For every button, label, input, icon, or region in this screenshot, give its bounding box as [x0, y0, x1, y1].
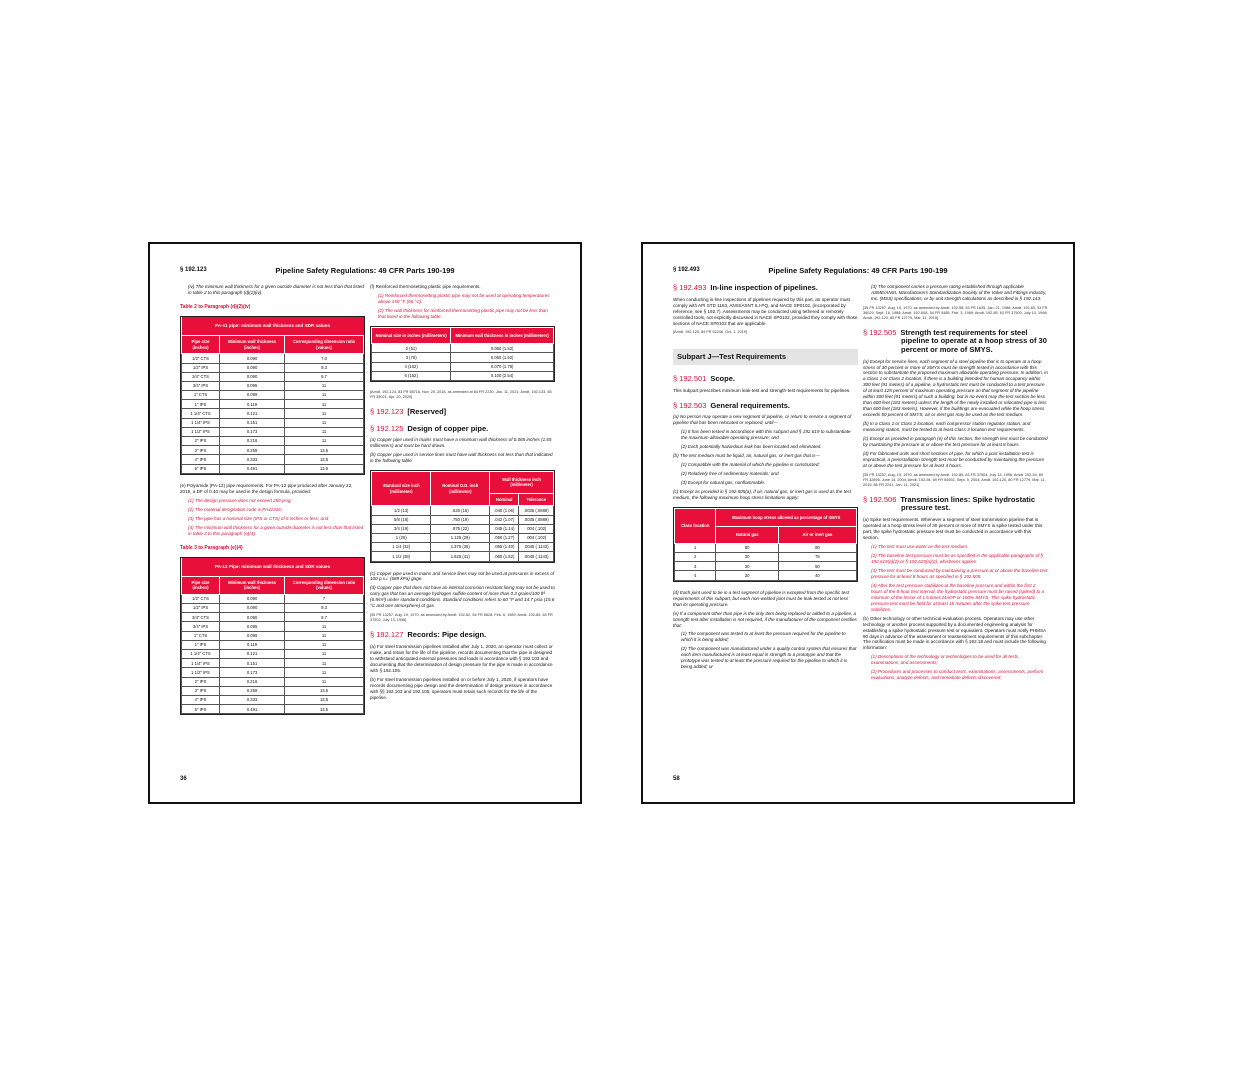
table-cell: 1" IPS [182, 640, 220, 649]
table-row [372, 524, 554, 533]
table-cell: 0.100 (2.54) [451, 371, 554, 380]
table-cell: .004 (.102) [519, 524, 554, 533]
table-cell: 0.090 [220, 372, 285, 381]
table-copper [370, 470, 555, 562]
column-header: Corresponding dimension ratio (values) [285, 336, 364, 354]
table-cell: 13.5 [285, 705, 364, 714]
table-cell: 0.060 (1.52) [451, 344, 554, 353]
table-row [372, 353, 554, 362]
page-header [673, 266, 1043, 278]
table-cell: 9.7 [285, 613, 364, 622]
table-cell: .0035 (.0889) [519, 506, 554, 515]
paragraph: (b) Other technology or other technical evaluation process. Operators may use other technology or another process supported by a documented engineering analysis for establishing a spike hydrostatic pressure test or equivalent. Operators must notify PHMSA 90 days in advance of the assessment or reassessment requirements of this subchapter. The notification must be made in accordance with § 192.18 and must include the following information: [863, 615, 1046, 651]
table-cell: 4 (102) [372, 362, 451, 371]
table-title: PA-11 pipe: minimum wall thickness and SDR values [182, 317, 364, 335]
table-cell: 13.5 [285, 695, 364, 704]
table-cell: 2" IPS [182, 437, 220, 446]
paragraph: (a) Except for service lines, each segment of a steel pipeline that is to operate at a hoop stress of 30 percent or more of SMYS must be strength tested in accordance with this section to substantiate the proposed maximum allowable operating pressure. In addition, in a Class 1 or Class 2 location, if there is a building intended for human occupancy within 300 feet (91 meters) of a pipeline, a hydrostatic test must be conducted to a test pressure of at least 125 percent of maximum operating pressure on that segment of the pipeline within 300 feet (91 meters) of such a building, but in no event may the test section be less than 600 feet (183 meters) unless the length of the newly installed or relocated pipe is less than 600 feet (183 meters). However, if the buildings are evacuated while the hoop stress exceeds 50 percent of SMYS, air or inert gas may be used as the test medium. [863, 358, 1048, 418]
page-number: 36 [180, 776, 187, 782]
header-section-tag: § 192.493 [673, 267, 700, 273]
table-row [182, 372, 364, 381]
table-cell: 13.5 [285, 464, 364, 473]
amendment-note: [Amdt. 192-125, 84 FR 52246, Oct. 1, 2019] [673, 330, 747, 335]
table-cell: 5/8 (16) [372, 515, 431, 524]
table-row [182, 613, 364, 622]
section-title: In-line inspection of pipelines. [710, 283, 818, 292]
list-item: (2) The baseline test pressure must be as specified in the applicable paragraphs of § 192.619(a)(2) or § 192.620(a)(2), whichever applies. [871, 552, 1044, 564]
table-cell: 1" IPS [182, 400, 220, 409]
table-cell: 0.119 [220, 640, 285, 649]
table-row [182, 455, 364, 464]
table-row [675, 543, 857, 552]
paragraph: This subpart prescribes minimum leak-test and strength-test requirements for pipelines. [673, 387, 851, 393]
table-cell: 11 [285, 659, 364, 668]
table-cell: 9.7 [285, 372, 364, 381]
section-title: Records: Pipe design. [407, 630, 487, 640]
table-cell: 1/2" IPS [182, 363, 220, 372]
table-row [675, 571, 857, 580]
section-heading [863, 496, 1048, 513]
list-item: (2) The component was manufactured under a quality control system that ensures that each item manufactured is at least equal in strength to a prototype and that the prototype was tested to at least the pressure required for the pipeline to which it is being added; or [681, 646, 857, 670]
table-row [182, 409, 364, 418]
table-cell: .875 (22) [431, 524, 490, 533]
list-item: (1) The design pressure does not exceed 250 psig; [188, 497, 292, 503]
section-heading [863, 329, 1048, 355]
subpart-heading: Subpart J—Test Requirements [673, 349, 858, 365]
table-cell: 0.333 [220, 455, 285, 464]
table-cell: 1.125 (29) [431, 533, 490, 542]
table-cell: 1.375 (35) [431, 543, 490, 552]
header-section-tag: § 192.123 [180, 267, 207, 273]
table-cell: .004 (.102) [519, 533, 554, 542]
paragraph: (d) Copper pipe that does not have an internal corrosion resistant lining may not be used to carry gas that has an average hydrogen sulfide content of more than 0.3 grains/100 ft³ (6.9/m³) under standard conditions. Standard conditions refers to 60 °F and 14.7 psia (15.6 °C and one atmosphere) of gas. [370, 585, 555, 609]
table-row [675, 553, 857, 562]
table-cell: 3 [675, 562, 716, 571]
table-cell: 0.090 [220, 594, 285, 603]
table-cell: .0045 (.1143) [519, 543, 554, 552]
paragraph: (a) No person may operate a new segment of pipeline, or return to service a segment of pipeline that has been relocated or replaced, until— [673, 414, 852, 426]
paragraph: (b) The test medium must be liquid, air, natural gas, or inert gas that is— [673, 453, 821, 459]
section-heading [673, 284, 858, 293]
table-cell: 0.333 [220, 695, 285, 704]
list-item: (4) The minimum wall thickness for a given outside diameter is not less than that listed in table 3 to this paragraph (e)(4). [188, 524, 364, 536]
table-cell: 1 (25) [372, 533, 431, 542]
table-cell: 40 [778, 571, 856, 580]
amendment-note: [35 FR 13257, Aug. 19, 1970, as amended by Amdt. 192-58, 53 FR 1635, Jan. 21, 1988; Amdt. 192-60, 53 FR 36029, Sept. 16, 1988; Amdt. 192-60A, 54 FR 5485, Feb. 3, 1989; Amdt. 192-85, 63 FR 37500, July 13, 1998; Amdt. 192-120, 80 FR 12779, Mar. 11, 2015] [863, 305, 1048, 320]
table-row [182, 659, 364, 668]
section-number: § 192.125 [370, 423, 404, 433]
table-cell: 0.491 [220, 464, 285, 473]
page-number: 58 [673, 776, 680, 782]
table-cell: 3/4" IPS [182, 381, 220, 390]
table-cell: 0.095 [220, 622, 285, 631]
table-cell: 1 1/4" CTS [182, 650, 220, 659]
table-cell: 0.099 [220, 391, 285, 400]
table-cell: .0045 (.1143) [519, 552, 554, 561]
list-item: (2) Each potentially hazardous leak has been located and eliminated. [681, 444, 822, 450]
table-cell: 11 [285, 418, 364, 427]
table-cell: 0.491 [220, 705, 285, 714]
column-header: Class location [675, 509, 716, 544]
list-item: (1) Compatible with the material of which the pipeline is constructed; [681, 462, 820, 468]
section-number: § 192.505 [863, 327, 897, 337]
table-cell: 0.095 [220, 381, 285, 390]
table-cell: 50 [778, 562, 856, 571]
paragraph: (a) Copper pipe used in mains must have a minimum wall thickness of 0.065 inches (1.65 millimeters) and must be hard drawn. [370, 437, 552, 449]
paragraph-iv: (iv) The minimum wall thickness for a given outside diameter is not less than that listed in table 2 to this paragraph (d)(2)(iv). [188, 284, 364, 295]
table-cell: .055 (1.40) [490, 543, 519, 552]
table-cell: 1 [675, 543, 716, 552]
amendment-note: [Amdt. 192-124, 83 FR 58716, Nov. 20, 2018, as amended at 84 FR 2230, Jan. 11, 2021; Amdt. 192-133, 85 FR 35021, Apr. 20, 2020] [370, 390, 552, 399]
table-row [182, 418, 364, 427]
table-row [182, 446, 364, 455]
paragraph: (c) Copper pipe used in mains and service lines may not be used at pressures in excess of 100 p.s.i. (689 kPa) gage. [370, 570, 555, 582]
list-item: (1) Reinforced thermosetting plastic pipe may not be used at operating temperatures above 150 °F (66 °C). [378, 292, 550, 304]
table-cell: 4" IPS [182, 695, 220, 704]
paragraph: (e) If a component other than pipe is the only item being replaced or added to a pipeline, a strength test after installation is not required, if the manufacturer of the component certifies that: [673, 610, 857, 628]
table-cell: 0.259 [220, 446, 285, 455]
paragraph-f: (f) Reinforced thermosetting plastic pipe requirements. [370, 284, 481, 289]
table-cell: .0035 (.0889) [519, 515, 554, 524]
table-row [182, 391, 364, 400]
table-cell: .045 (1.14) [490, 524, 519, 533]
table-cell: 3/4" IPS [182, 622, 220, 631]
table-cell: 1 1/4" CTS [182, 409, 220, 418]
table-row [182, 381, 364, 390]
page-header [180, 266, 550, 278]
column-header: Minimum wall thickness (inches) [220, 577, 285, 595]
table-cell: 1" CTS [182, 391, 220, 400]
table-cell: 11 [285, 677, 364, 686]
table-row [675, 562, 857, 571]
table-cell: 4 [675, 571, 716, 580]
table-cell: .750 (19) [431, 515, 490, 524]
table-cell: 0.060 (1.52) [451, 353, 554, 362]
list-item: (2) Procedures and processes to conduct tests, examinations, assessments, perform evaluations, analyze defects, and remediate defects discovered; [871, 669, 1044, 681]
table-cell: 30 [716, 553, 778, 562]
table-row [372, 506, 554, 515]
section-heading [370, 408, 555, 417]
table-cell: 11 [285, 381, 364, 390]
right-column [863, 284, 1048, 684]
table-cell: 9.3 [285, 604, 364, 613]
table-cell: 7.0 [285, 354, 364, 363]
table-row [182, 363, 364, 372]
list-item: (2) The wall thickness for reinforced thermosetting plastic pipe may not be less than that listed in the following table: [378, 307, 548, 319]
table-cell: 0.259 [220, 686, 285, 695]
column-header: Pipe size (inches) [182, 336, 220, 354]
paragraph: (d) Each joint used to tie in a test segment of pipeline is excepted from the specific test requirements of this subpart, but each non-welded joint must be leak tested at not less than its operating pressure. [673, 589, 849, 607]
table-cell: 30 [716, 571, 778, 580]
section-title: Transmission lines: Spike hydrostatic pressure test. [900, 494, 1036, 513]
table-cell: 1 1/2 (38) [372, 552, 431, 561]
column-header: Minimum wall thickness in inches (millimeters) [451, 327, 554, 343]
table-pa12 [180, 557, 365, 715]
table-cell: 0.216 [220, 677, 285, 686]
list-item: (3) The test must be conducted by maintaining a pressure at or above the baseline test pressure for at least 8 hours as specified in § 192.505. [871, 567, 1048, 579]
table-row [182, 640, 364, 649]
column-header: Pipe size (inches) [182, 577, 220, 595]
section-title: Strength test requirements for steel pipeline to operate at a hoop stress of 30 percent or more of SMYS. [900, 327, 1047, 354]
table-row [372, 552, 554, 561]
left-column [673, 284, 858, 673]
table-cell: 3/4" CTS [182, 613, 220, 622]
section-heading [673, 402, 858, 411]
table-row [182, 464, 364, 473]
table-caption: Table 3 to Paragraph (e)(4) [180, 544, 243, 551]
list-item: (3) The component carries a pressure rating established through applicable ASME/ANSI, Manufacturers Standardization Society of the Valve and Fittings Industry, Inc. (MSS) specifications, or by unit strength calculations as described in § 192.143. [871, 284, 1047, 301]
table-cell: 1.625 (41) [431, 552, 490, 561]
table-cell: 0.151 [220, 418, 285, 427]
table-cell: 75 [778, 553, 856, 562]
section-number: § 192.503 [673, 400, 707, 410]
table-cell: 0.216 [220, 437, 285, 446]
table-cell: 11 [285, 437, 364, 446]
section-heading [370, 425, 555, 434]
column-header: Corresponding dimension ratio (values) [285, 577, 364, 595]
table-cell: 0.173 [220, 668, 285, 677]
paragraph: (c) Except as provided in paragraph (e) of this section, the strength test must be conducted by maintaining the pressure at or above the test pressure for at least 8 hours. [863, 436, 1048, 448]
document-page-right [641, 242, 1075, 804]
table-cell: .042 (1.07) [490, 515, 519, 524]
table-cell: 0.173 [220, 427, 285, 436]
table-cell: 7 [285, 594, 364, 603]
table-hoop-stress [673, 507, 858, 582]
list-item: (1) The test must use water as the test medium. [871, 543, 969, 549]
paragraph: (b) For steel transmission pipelines installed on or before July 1, 2020, if operators have records documenting pipe design and the determination of design pressure in accordance with §§ 192.103 and 192.105, operators must retain such records for the life of the pipeline. [370, 676, 553, 700]
paragraph: (d) For fabricated units and short sections of pipe, for which a post installation test is impractical, a preinstallation strength test must be conducted by maintaining the pressure at or above the test pressure for at least 4 hours. [863, 451, 1045, 469]
list-item: (3) Except for natural gas, nonflammable. [681, 480, 766, 486]
column-header: Standard size inch (millimeter) [372, 472, 431, 506]
table-row [182, 437, 364, 446]
table-row [182, 631, 364, 640]
table-cell: 80 [716, 543, 778, 552]
column-header: Nominal [490, 493, 519, 505]
table-caption: Table 2 to Paragraph (d)(2)(iv) [180, 303, 251, 310]
section-number: § 192.123 [370, 406, 404, 416]
table-cell: 3" IPS [182, 446, 220, 455]
table-cell: 13.5 [285, 446, 364, 455]
paragraph: (c) Except as provided in § 192.505(a), if air, natural gas, or inert gas is used as the test medium, the following maximum hoop stress limitations apply: [673, 489, 851, 501]
table-cell: 1 1/2" IPS [182, 427, 220, 436]
table-cell: 3/4" CTS [182, 372, 220, 381]
table-row [372, 362, 554, 371]
table-row [182, 400, 364, 409]
table-cell: 3" IPS [182, 686, 220, 695]
list-item: (4) After the test pressure stabilizes at the baseline pressure and within the first 2 hours of the 8-hour test interval, the hydrostatic pressure must be raised (spiked) to a minimum of the lesser of 1.5 times MAOP or 100% SMYS. This spike hydrostatic pressure test must be held for at least 15 minutes after the spike test pressure stabilizes. [871, 582, 1045, 612]
table-row [372, 515, 554, 524]
table-rtp [370, 326, 555, 382]
table-row [372, 533, 554, 542]
section-number: § 192.506 [863, 494, 897, 504]
table-cell: 6 (152) [372, 371, 451, 380]
table-cell: .050 (1.27) [490, 533, 519, 542]
table-cell: .040 (1.06) [490, 506, 519, 515]
table-row [182, 427, 364, 436]
table-cell: 1" CTS [182, 631, 220, 640]
table-cell: 2 [675, 553, 716, 562]
section-heading [673, 375, 858, 384]
table-cell: 11 [285, 640, 364, 649]
table-cell: 11 [285, 391, 364, 400]
table-cell: 11 [285, 409, 364, 418]
list-item: (2) The material designation code is PA42316; [188, 506, 283, 512]
paragraph: (a) Spike test requirements. Whenever a segment of steel transmission pipeline that is operated at a hoop stress level of 30 percent or more of SMYS is spike tested under this part, the spike hydrostatic pressure test must be conducted in accordance with this section. [863, 517, 1043, 540]
paragraph: (b) In a Class 1 or Class 2 location, each compressor station regulator station, and measuring station, must be tested to at least Class 3 location test requirements. [863, 421, 1031, 433]
table-cell: 0.119 [220, 400, 285, 409]
table-row [182, 622, 364, 631]
table-cell: 11 [285, 668, 364, 677]
amendment-note: [35 FR 13257, Aug. 19, 1970, as amended by Amdt. 192-62, 54 FR 5628, Feb. 6, 1989; Amdt. 192-85, 63 FR 37502, July 13, 1998] [370, 613, 553, 623]
table-row [182, 650, 364, 659]
list-item: (2) Relatively free of sedimentary materials; and [681, 471, 779, 477]
column-header: Tolerance [519, 493, 554, 505]
table-cell: 3 (76) [372, 353, 451, 362]
paragraph-e: (e) Polyamide (PA-12) pipe requirements. For PA-12 pipe produced after January 22, 2019, a DF of 0.40 may be used in the design formula, provided: [180, 482, 353, 494]
section-number: § 192.127 [370, 630, 404, 640]
table-cell: 9.3 [285, 363, 364, 372]
table-cell: 1 1/4 (32) [372, 543, 431, 552]
table-cell: 0.151 [220, 659, 285, 668]
document-page-left [148, 242, 582, 804]
table-row [182, 677, 364, 686]
table-cell: 2" IPS [182, 677, 220, 686]
table-cell: 1/2" IPS [182, 604, 220, 613]
table-title: PA-12 Pipe: minimum wall thickness and SDR values [182, 558, 364, 576]
table-cell: 6" IPS [182, 705, 220, 714]
table-cell: 1 1/2" IPS [182, 668, 220, 677]
column-header: Nominal O.D. inch (millimeter) [431, 472, 490, 506]
table-row [182, 705, 364, 714]
paragraph: When conducting in-line inspections of pipelines required by this part, an operator must comply with API STD 1163, ANSI/ASNT ILI-PQ, and NACE SP0102, (incorporated by reference, see § 192.7). Assessments may be conducted using tethered or remotely controlled tools, not explicitly discussed in NACE SP0102, provided they comply with those sections of NACE SP0102 that are applicable. [673, 296, 858, 326]
table-row [372, 371, 554, 380]
amendment-note: [35 FR 13257, Aug. 19, 1970, as amended by Amdt. 192-85, 63 FR 37504, July 13, 1998; Amdt. 192-94, 69 FR 32895, June 14, 2004; Amdt. 192-94, 69 FR 54592, Sept. 9, 2004; Amdt. 192-120, 80 FR 12779, Mar. 11, 2015; 86 FR 2241, Jan. 11, 2021] [863, 473, 1046, 487]
table-cell: .060 (1.52) [490, 552, 519, 561]
section-title: Design of copper pipe. [407, 423, 489, 433]
column-header: Nominal size in inches (millimeters) [372, 327, 451, 343]
section-title: Scope. [710, 374, 735, 384]
table-cell: 1 1/4" IPS [182, 659, 220, 668]
table-cell: .625 (16) [431, 506, 490, 515]
table-cell: 11 [285, 631, 364, 640]
section-title: [Reserved] [407, 406, 447, 416]
table-cell: 11 [285, 622, 364, 631]
table-cell: 4" IPS [182, 455, 220, 464]
table-row [182, 354, 364, 363]
list-item: (3) The pipe has a nominal size (IPS or CTS) of 6 inches or less; and [188, 515, 329, 521]
list-item: (1) It has been tested in accordance with this subpart and § 192.619 to substantiate the maximum allowable operating pressure; and [681, 429, 851, 441]
table-cell: 11 [285, 400, 364, 409]
table-cell: 80 [778, 543, 856, 552]
table-pa11 [180, 316, 365, 474]
column-header: Natural gas [716, 527, 778, 543]
table-cell: 1/2" CTS [182, 594, 220, 603]
list-item: (1) The component was tested to at least the pressure required for the pipeline to which it is being added; [681, 631, 846, 643]
table-cell: 1/2" CTS [182, 354, 220, 363]
table-row [372, 543, 554, 552]
table-row [182, 686, 364, 695]
table-cell: 6" IPS [182, 464, 220, 473]
column-header: Wall thickness inch (millimeter) [490, 472, 554, 494]
table-cell: 30 [716, 562, 778, 571]
section-number: § 192.501 [673, 374, 707, 384]
table-cell: 13.5 [285, 686, 364, 695]
column-header: Maximum hoop stress allowed as percentage of SMYS [716, 509, 857, 527]
section-title: General requirements. [710, 400, 790, 410]
table-cell: 0.070 (1.78) [451, 362, 554, 371]
table-row [182, 604, 364, 613]
column-header: Air or inert gas [778, 527, 856, 543]
left-column [180, 284, 365, 723]
column-header: Minimum wall thickness (inches) [220, 336, 285, 354]
list-item: (1) Descriptions of the technology or technologies to be used for all tests, examinations, and assessments; [871, 654, 1020, 666]
table-cell: 0.121 [220, 409, 285, 418]
paragraph: (a) For steel transmission pipelines installed after July 1, 2020, an operator must collect or make, and retain for the life of the pipeline, records documenting that the pipe is designed to withstand anticipated external pressures and loads in accordance with § 192.103 and documenting that the determination of design pressure for the pipe is made in accordance with § 192.105. [370, 643, 553, 673]
table-cell: 0.121 [220, 650, 285, 659]
table-row [182, 695, 364, 704]
header-title: Pipeline Safety Regulations: 49 CFR Parts 190-199 [768, 266, 948, 275]
table-row [182, 668, 364, 677]
section-heading [370, 631, 555, 640]
table-cell: 0.090 [220, 354, 285, 363]
table-cell: 0.099 [220, 631, 285, 640]
table-row [182, 594, 364, 603]
table-cell: 3/4 (19) [372, 524, 431, 533]
table-cell: 0.090 [220, 613, 285, 622]
table-cell: 0.090 [220, 604, 285, 613]
table-cell: 13.5 [285, 455, 364, 464]
table-cell: 2 (51) [372, 344, 451, 353]
section-number: § 192.493 [673, 283, 707, 292]
table-cell: 1 1/4" IPS [182, 418, 220, 427]
table-cell: 0.090 [220, 363, 285, 372]
header-title: Pipeline Safety Regulations: 49 CFR Parts 190-199 [275, 266, 455, 275]
paragraph: (b) Copper pipe used in service lines must have wall thickness not less than that indicated in the following table: [370, 452, 553, 464]
table-cell: 11 [285, 427, 364, 436]
right-column [370, 284, 555, 704]
table-cell: 1/2 (13) [372, 506, 431, 515]
table-row [372, 344, 554, 353]
table-cell: 11 [285, 650, 364, 659]
